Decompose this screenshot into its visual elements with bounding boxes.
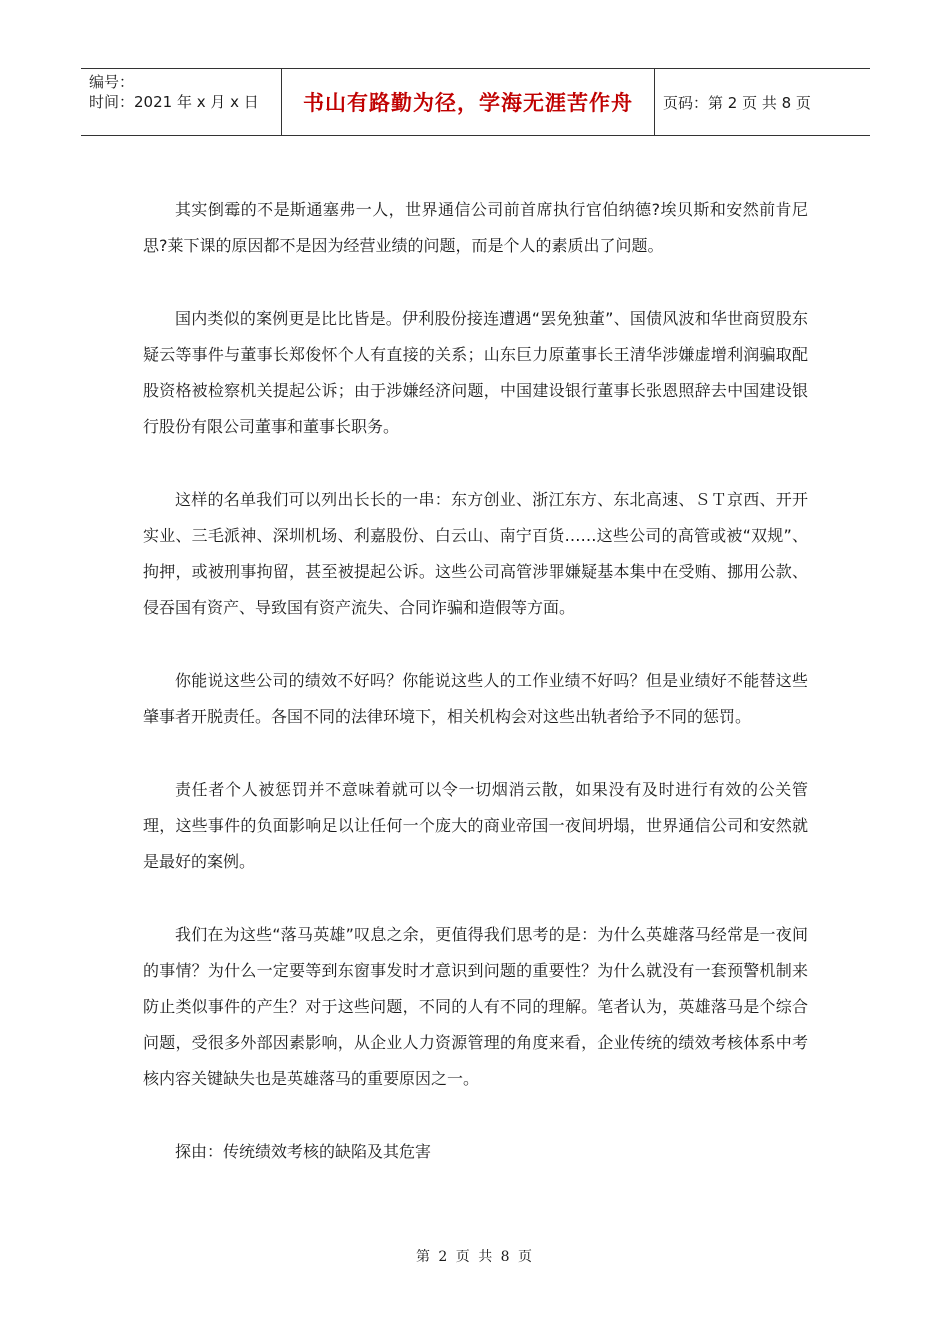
header-motto: 书山有路勤为径，学海无涯苦作舟 xyxy=(282,69,655,135)
document-date: 时间：2021 年 x 月 x 日 xyxy=(89,93,259,111)
document-number: 编号： xyxy=(89,73,135,91)
paragraph: 责任者个人被惩罚并不意味着就可以令一切烟消云散，如果没有及时进行有效的公关管理，这些事件的负面影响足以让任何一个庞大的商业帝国一夜间坍塌，世界通信公司和安然就是最好的案例。 xyxy=(143,780,808,871)
paragraph: 其实倒霉的不是斯通塞弗一人，世界通信公司前首席执行官伯纳德?埃贝斯和安然前肯尼思?莱下课的原因都不是因为经营业绩的问题，而是个人的素质出了问题。 xyxy=(143,200,808,255)
paragraph: 我们在为这些“落马英雄”叹息之余，更值得我们思考的是：为什么英雄落马经常是一夜间的事情？为什么一定要等到东窗事发时才意识到问题的重要性？为什么就没有一套预警机制来防止类似事件的产生？对于这些问题，不同的人有不同的理解。笔者认为，英雄落马是个综合问题，受很多外部因素影响，从企业人力资源管理的角度来看，企业传统的绩效考核体系中考核内容关键缺失也是英雄落马的重要原因之一。 xyxy=(143,925,808,1088)
page-footer: 第 2 页 共 8 页 xyxy=(415,1249,535,1265)
paragraph: 国内类似的案例更是比比皆是。伊利股份接连遭遇“罢免独董”、国债风波和华世商贸股东疑云等事件与董事长郑俊怀个人有直接的关系；山东巨力原董事长王清华涉嫌虚增利润骗取配股资格被检察机关提起公诉；由于涉嫌经济问题，中国建设银行董事长张恩照辞去中国建设银行股份有限公司董事和董事长职务。 xyxy=(143,309,808,436)
paragraph: 这样的名单我们可以列出长长的一串：东方创业、浙江东方、东北高速、ＳＴ京西、开开实业、三毛派神、深圳机场、利嘉股份、白云山、南宁百货……这些公司的高管或被“双规”、拘押，或被刑事拘留，甚至被提起公诉。这些公司高管涉罪嫌疑基本集中在受贿、挪用公款、侵吞国有资产、导致国有资产流失、合同诈骗和造假等方面。 xyxy=(143,490,808,617)
paragraph: 你能说这些公司的绩效不好吗？你能说这些人的工作业绩不好吗？但是业绩好不能替这些肇事者开脱责任。各国不同的法律环境下，相关机构会对这些出轨者给予不同的惩罚。 xyxy=(143,671,808,726)
section-heading: 探由：传统绩效考核的缺陷及其危害 xyxy=(175,1142,432,1161)
document-body xyxy=(143,192,808,1207)
header-meta-cell xyxy=(81,69,282,135)
header-table xyxy=(81,68,870,136)
header-page-info: 页码：第 2 页 共 8 页 xyxy=(663,93,811,112)
